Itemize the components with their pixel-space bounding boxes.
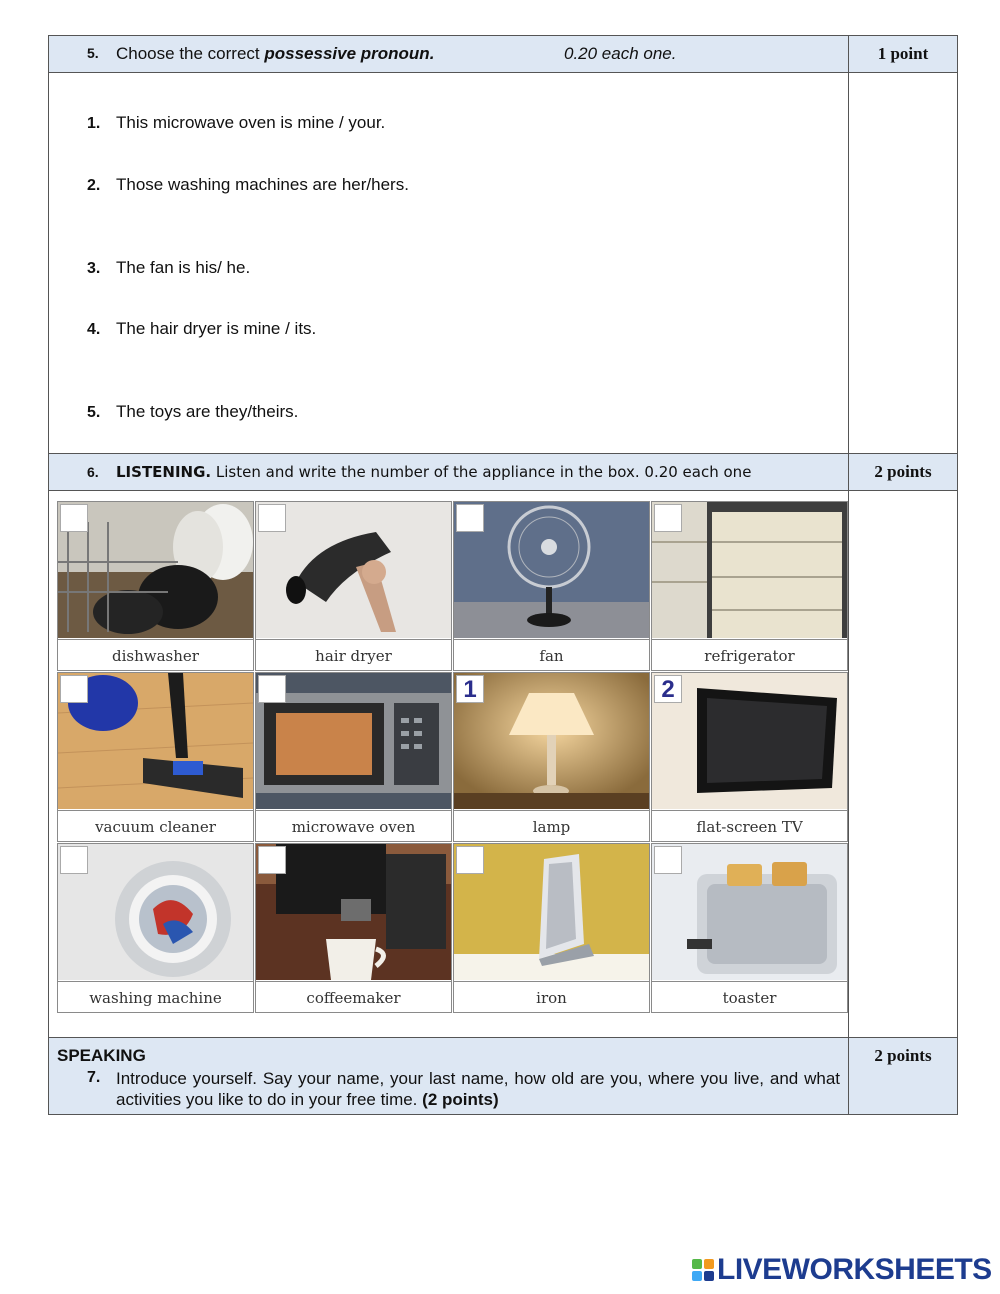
- answer-box-microwave-oven[interactable]: [258, 675, 286, 703]
- answer-box-flat-screen-tv[interactable]: 2: [654, 675, 682, 703]
- q5-header: [49, 36, 849, 73]
- q5-item-4[interactable]: 4. The hair dryer is mine / its.: [87, 319, 317, 338]
- tile-iron: [453, 843, 650, 1013]
- tile-lamp: [453, 672, 650, 842]
- caption-refrigerator: refrigerator: [652, 639, 847, 671]
- tile-hair-dryer: [255, 501, 452, 671]
- tile-flat-screen-tv: [651, 672, 848, 842]
- caption-lamp: lamp: [454, 810, 649, 842]
- caption-washing-machine: washing machine: [58, 981, 253, 1013]
- q5-number: 5.: [87, 45, 99, 61]
- appliance-grid-cell: [49, 491, 849, 1038]
- answer-box-coffeemaker[interactable]: [258, 846, 286, 874]
- tile-microwave-oven: [255, 672, 452, 842]
- answer-box-fan[interactable]: [456, 504, 484, 532]
- logo-mark-icon: [692, 1259, 714, 1281]
- tile-refrigerator: [651, 501, 848, 671]
- liveworksheets-logo: [692, 1253, 992, 1287]
- caption-fan: fan: [454, 639, 649, 671]
- caption-hair-dryer: hair dryer: [256, 639, 451, 671]
- caption-dishwasher: dishwasher: [58, 639, 253, 671]
- answer-box-lamp[interactable]: 1: [456, 675, 484, 703]
- logo-text: LIVEWORKSHEETS: [717, 1253, 992, 1286]
- q6-points: 2 points: [849, 454, 958, 491]
- answer-box-toaster[interactable]: [654, 846, 682, 874]
- q5-item-2[interactable]: 2. Those washing machines are her/hers.: [87, 175, 409, 194]
- answer-box-iron[interactable]: [456, 846, 484, 874]
- q5-emphasis: possessive pronoun.: [264, 44, 435, 63]
- tile-toaster: [651, 843, 848, 1013]
- tile-washing-machine: [57, 843, 254, 1013]
- answer-box-hair-dryer[interactable]: [258, 504, 286, 532]
- q5-item-5[interactable]: 5. The toys are they/theirs.: [87, 402, 299, 421]
- answer-box-refrigerator[interactable]: [654, 504, 682, 532]
- q5-score-column: [849, 73, 958, 454]
- q5-items: [49, 73, 849, 454]
- speaking-number: 7.: [87, 1069, 101, 1086]
- q5-instruction: Choose the correct possessive pronoun.: [116, 44, 435, 63]
- q6-number: 6.: [87, 464, 99, 480]
- speaking-title: SPEAKING: [57, 1046, 146, 1065]
- tile-dishwasher: [57, 501, 254, 671]
- tile-coffeemaker: [255, 843, 452, 1013]
- worksheet-table: [48, 35, 958, 1115]
- tile-vacuum-cleaner: [57, 672, 254, 842]
- q6-instruction: LISTENING. Listen and write the number of the appliance in the box. 0.20 each one: [116, 463, 752, 481]
- q6-score-column: [849, 491, 958, 1038]
- answer-box-washing-machine[interactable]: [60, 846, 88, 874]
- tile-fan: [453, 501, 650, 671]
- caption-microwave-oven: microwave oven: [256, 810, 451, 842]
- speaking-section: [49, 1038, 849, 1115]
- q5-item-1[interactable]: 1. This microwave oven is mine / your.: [87, 113, 386, 132]
- caption-flat-screen-tv: flat-screen TV: [652, 810, 847, 842]
- caption-vacuum-cleaner: vacuum cleaner: [58, 810, 253, 842]
- caption-iron: iron: [454, 981, 649, 1013]
- answer-box-dishwasher[interactable]: [60, 504, 88, 532]
- speaking-points: 2 points: [849, 1038, 958, 1115]
- speaking-instruction: Introduce yourself. Say your name, your last name, how old are you, where you live, and what activities you like to do in your free time. (2 points): [116, 1069, 840, 1109]
- q6-header: [49, 454, 849, 491]
- answer-box-vacuum-cleaner[interactable]: [60, 675, 88, 703]
- speaking-points-inline: (2 points): [422, 1090, 499, 1109]
- caption-coffeemaker: coffeemaker: [256, 981, 451, 1013]
- appliance-grid: [57, 501, 847, 1017]
- caption-toaster: toaster: [652, 981, 847, 1013]
- q5-item-3[interactable]: 3. The fan is his/ he.: [87, 258, 251, 277]
- q5-points: 1 point: [849, 36, 958, 73]
- q5-score-note: 0.20 each one.: [564, 44, 677, 63]
